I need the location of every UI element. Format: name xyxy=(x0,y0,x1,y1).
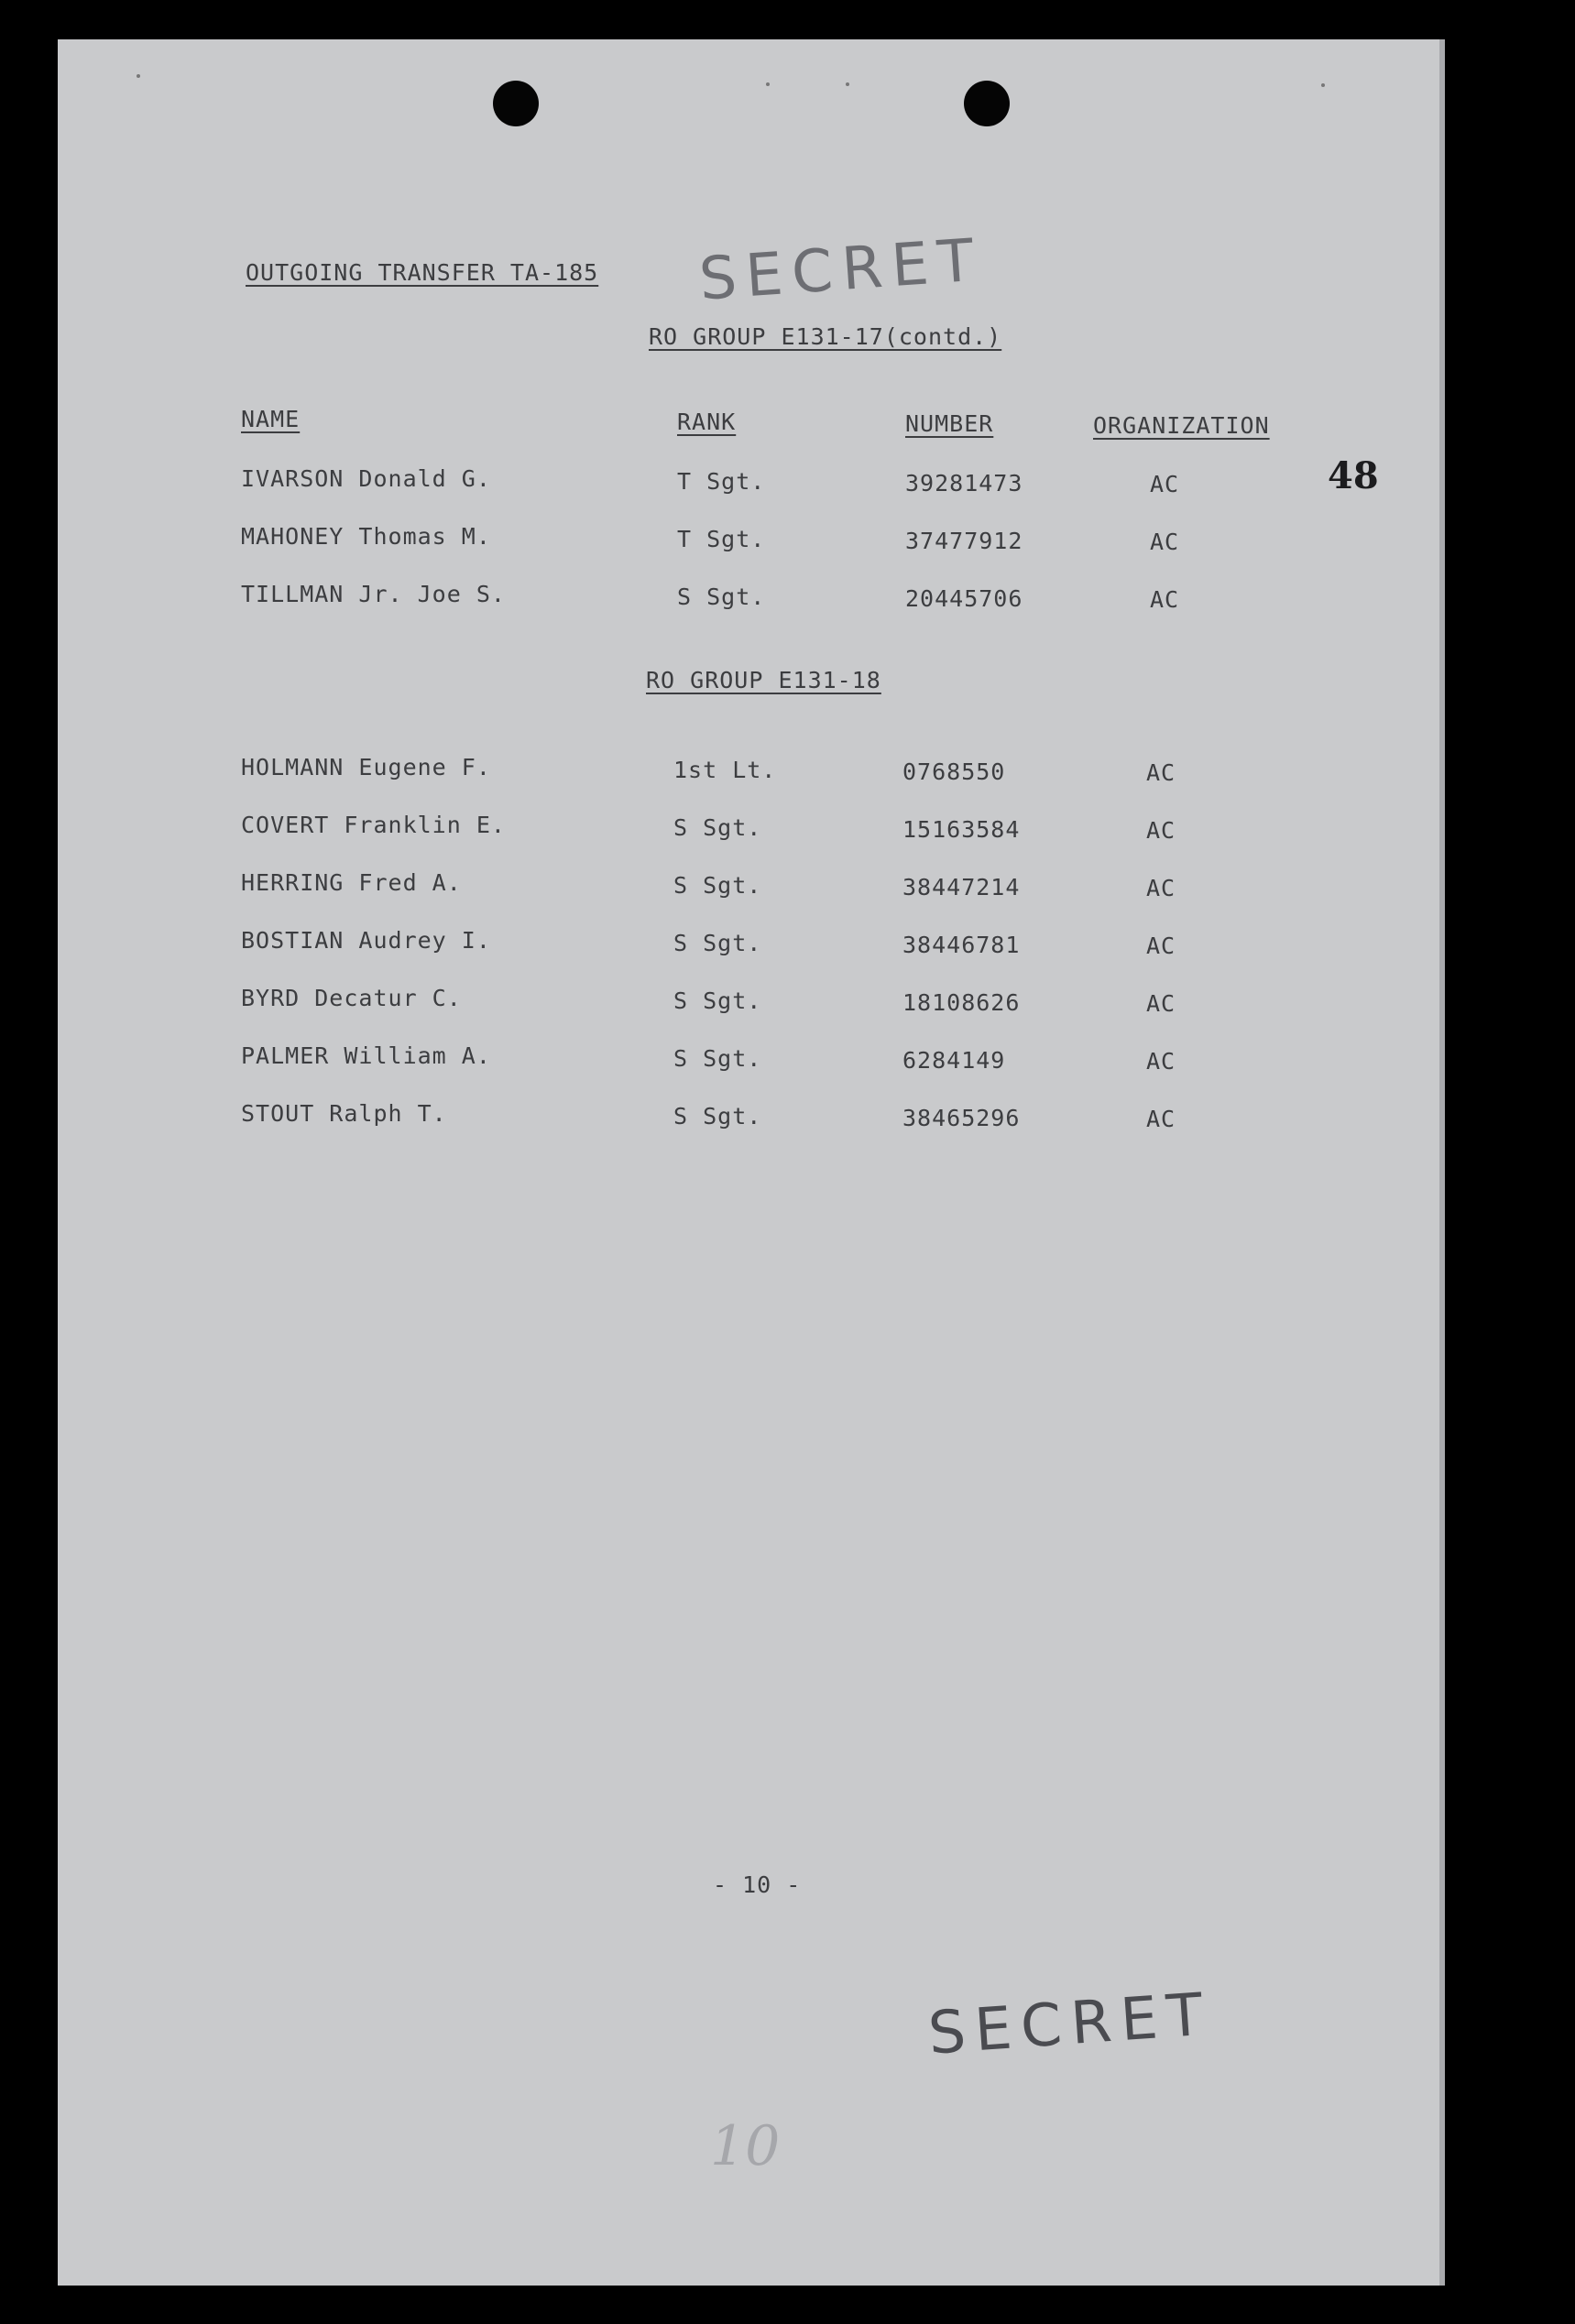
table-row-rank: S Sgt. xyxy=(677,584,766,610)
table-row-org: AC xyxy=(1146,1106,1176,1132)
column-header-rank: RANK xyxy=(677,409,737,435)
paper-speck xyxy=(766,82,770,86)
secret-handwriting-bottom: SECRET xyxy=(925,1980,1214,2068)
table-row-number: 39281473 xyxy=(905,470,1023,496)
table-row-number: 37477912 xyxy=(905,528,1023,554)
table-row-name: STOUT Ralph T. xyxy=(241,1100,447,1127)
table-row-name: BOSTIAN Audrey I. xyxy=(241,927,491,954)
paper-speck xyxy=(846,82,849,86)
table-row-rank: S Sgt. xyxy=(673,930,762,956)
table-row-rank: T Sgt. xyxy=(677,468,766,495)
page-stamp-number: 48 xyxy=(1328,454,1379,497)
table-row-number: 38447214 xyxy=(902,874,1021,900)
table-row-number: 38465296 xyxy=(902,1105,1021,1131)
paper-speck xyxy=(137,74,140,78)
table-row-org: AC xyxy=(1146,990,1176,1017)
punch-hole-left xyxy=(493,81,539,126)
table-row-number: 38446781 xyxy=(902,932,1021,958)
table-row-name: HOLMANN Eugene F. xyxy=(241,754,491,780)
table-row-number: 20445706 xyxy=(905,585,1023,612)
table-row-org: AC xyxy=(1146,759,1176,786)
column-header-name: NAME xyxy=(241,406,301,432)
table-row-number: 15163584 xyxy=(902,816,1021,843)
table-row-rank: S Sgt. xyxy=(673,1045,762,1072)
table-row-name: MAHONEY Thomas M. xyxy=(241,523,491,550)
table-row-org: AC xyxy=(1150,471,1180,497)
table-row-number: 18108626 xyxy=(902,989,1021,1016)
table-row-rank: S Sgt. xyxy=(673,987,762,1014)
table-row-org: AC xyxy=(1146,817,1176,844)
table-row-org: AC xyxy=(1146,1048,1176,1075)
table-row-name: COVERT Franklin E. xyxy=(241,812,506,838)
table-row-name: PALMER William A. xyxy=(241,1042,491,1069)
table-row-rank: T Sgt. xyxy=(677,526,766,552)
table-row-rank: S Sgt. xyxy=(673,1103,762,1129)
document-title: OUTGOING TRANSFER TA-185 xyxy=(246,259,599,286)
table-row-rank: 1st Lt. xyxy=(673,757,777,783)
table-row-name: IVARSON Donald G. xyxy=(241,465,491,492)
paper-speck xyxy=(1321,83,1325,87)
table-row-org: AC xyxy=(1150,529,1180,555)
page-number: - 10 - xyxy=(713,1871,802,1898)
table-row-number: 0768550 xyxy=(902,758,1006,785)
column-header-organization: ORGANIZATION xyxy=(1093,412,1270,439)
table-row-name: TILLMAN Jr. Joe S. xyxy=(241,581,506,607)
document-page xyxy=(58,39,1445,2286)
table-row-name: HERRING Fred A. xyxy=(241,869,462,896)
table-row-rank: S Sgt. xyxy=(673,814,762,841)
column-header-number: NUMBER xyxy=(905,410,994,437)
secret-handwriting-top: SECRET xyxy=(696,226,985,314)
group-heading-e131-18: RO GROUP E131-18 xyxy=(646,667,881,693)
table-row-name: BYRD Decatur C. xyxy=(241,985,462,1011)
table-row-rank: S Sgt. xyxy=(673,872,762,899)
table-row-number: 6284149 xyxy=(902,1047,1006,1074)
group-heading-e131-17: RO GROUP E131-17(contd.) xyxy=(649,323,1002,350)
table-row-org: AC xyxy=(1150,586,1180,613)
pencil-page-number: 10 xyxy=(710,2114,781,2178)
punch-hole-right xyxy=(964,81,1010,126)
table-row-org: AC xyxy=(1146,875,1176,901)
table-row-org: AC xyxy=(1146,933,1176,959)
